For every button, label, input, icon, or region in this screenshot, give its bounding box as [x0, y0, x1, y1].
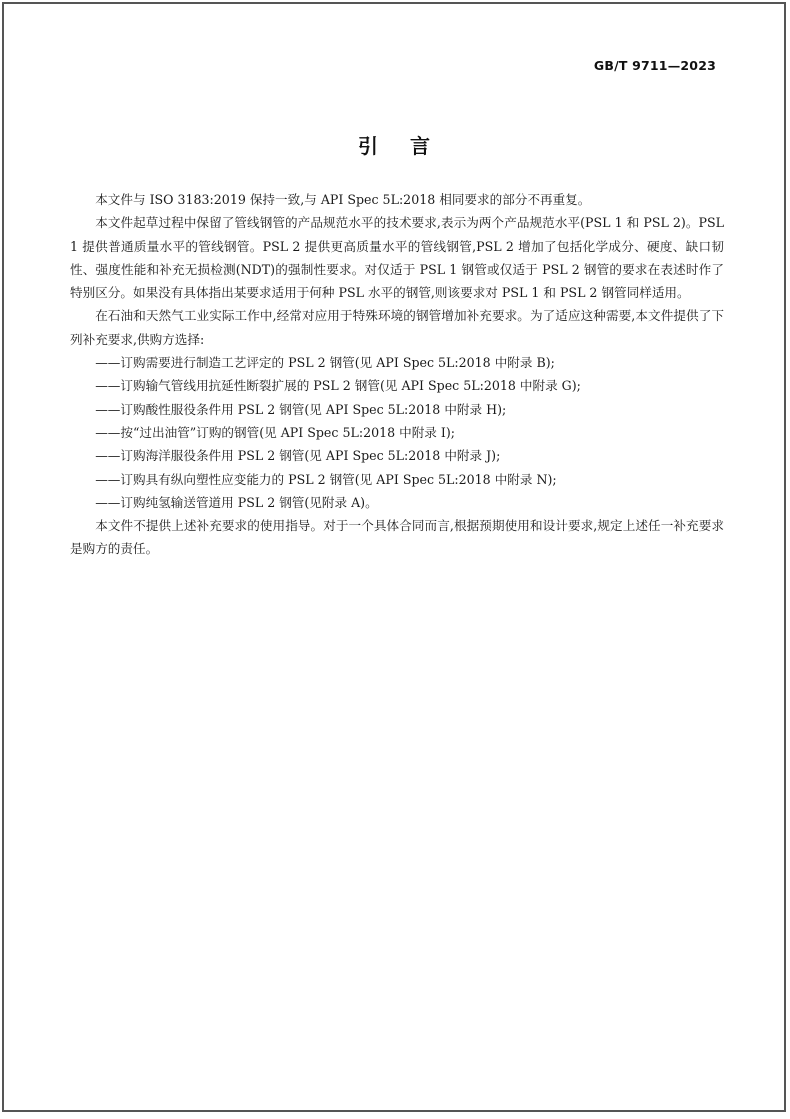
list-item: ——订购海洋服役条件用 PSL 2 钢管(见 API Spec 5L:2018 中附录 J); [95, 448, 501, 464]
document-body [70, 188, 724, 561]
paragraph-conformity: 本文件与 ISO 3183:2019 保持一致,与 API Spec 5L:2018 相同要求的部分不再重复。 [95, 192, 591, 207]
list-item: ——订购输气管线用抗延性断裂扩展的 PSL 2 钢管(见 API Spec 5L:2018 中附录 G); [95, 378, 581, 394]
paragraph-supplementary-intro: 在石油和天然气工业实际工作中,经常对应用于特殊环境的钢管增加补充要求。为了适应这种需要,本文件提供了下列补充要求,供购方选择: [70, 308, 724, 347]
list-item: ——按“过出油管”订购的钢管(见 API Spec 5L:2018 中附录 I); [95, 424, 456, 440]
list-item: ——订购纯氢输送管道用 PSL 2 钢管(见附录 A)。 [95, 494, 378, 510]
standard-number: GB/T 9711—2023 [593, 58, 716, 73]
list-item: ——订购具有纵向塑性应变能力的 PSL 2 钢管(见 API Spec 5L:2018 中附录 N); [95, 471, 557, 487]
paragraph-psl-levels: 本文件起草过程中保留了管线钢管的产品规范水平的技术要求,表示为两个产品规范水平(PSL 1 和 PSL 2)。PSL 1 提供普通质量水平的管线钢管。PSL 2 提供更高质量水平的管线钢管,PSL 2 增加了包括化学成分、硬度、缺口韧性、强度性能和补充无损检测(NDT)的强制性要求。对仅适于 PSL 1 钢管或仅适于 PSL 2 钢管的要求在表述时作了特别区分。如果没有具体指出某要求适用于何种 PSL 水平的钢管,则该要求对 PSL 1 和 PSL 2 钢管同样适用。 [70, 215, 724, 301]
page-title: 引言 [358, 134, 462, 158]
list-item: ——订购酸性服役条件用 PSL 2 钢管(见 API Spec 5L:2018 中附录 H); [95, 401, 507, 417]
document-page [2, 2, 786, 1112]
paragraph-responsibility: 本文件不提供上述补充要求的使用指导。对于一个具体合同而言,根据预期使用和设计要求,规定上述任一补充要求是购方的责任。 [70, 518, 724, 557]
list-item: ——订购需要进行制造工艺评定的 PSL 2 钢管(见 API Spec 5L:2018 中附录 B); [95, 355, 555, 371]
